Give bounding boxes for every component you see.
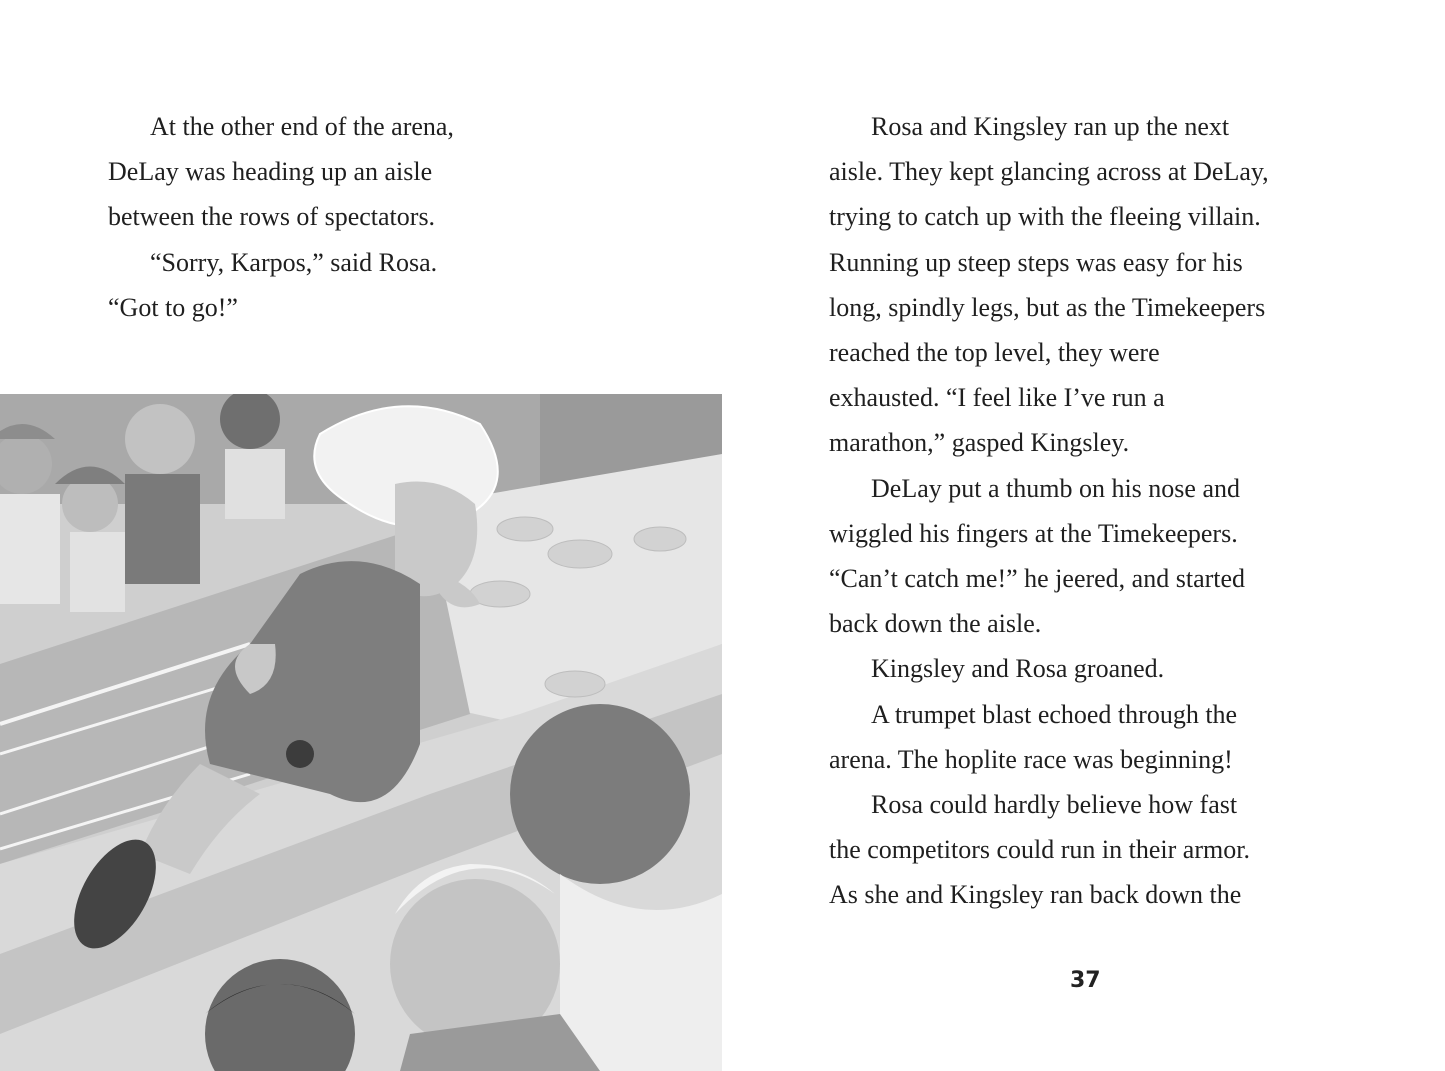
text-line: “Can’t catch me!” he jeered, and started — [829, 564, 1246, 594]
text-line: reached the top level, they were — [829, 338, 1160, 368]
text-line: between the rows of spectators. — [108, 202, 436, 232]
text-line: A trumpet blast echoed through the — [871, 699, 1238, 729]
right-page — [722, 0, 1445, 1071]
text-line: DeLay was heading up an aisle — [108, 157, 433, 187]
text-line: aisle. They kept glancing across at DeLay, — [829, 157, 1269, 187]
text-line: the competitors could run in their armor. — [829, 835, 1250, 865]
page-number: 37 — [1070, 968, 1101, 993]
text-line: Rosa and Kingsley ran up the next — [871, 112, 1230, 141]
text-line: exhausted. “I feel like I’ve run a — [829, 383, 1165, 413]
text-line: “Got to go!” — [108, 292, 238, 322]
arena-illustration — [0, 394, 722, 1071]
text-line: trying to catch up with the fleeing villain. — [829, 202, 1261, 232]
text-line: At the other end of the arena, — [150, 112, 454, 141]
left-page-text — [108, 104, 688, 330]
text-line: marathon,” gasped Kingsley. — [829, 428, 1130, 458]
left-page — [0, 0, 722, 1071]
right-page-text — [829, 104, 1429, 918]
text-line: Rosa could hardly believe how fast — [871, 790, 1238, 820]
text-line: long, spindly legs, but as the Timekeepers — [829, 292, 1266, 322]
text-line: Running up steep steps was easy for his — [829, 247, 1243, 277]
text-line: arena. The hoplite race was beginning! — [829, 744, 1233, 774]
text-line: As she and Kingsley ran back down the — [829, 880, 1242, 910]
text-line: Kingsley and Rosa groaned. — [871, 654, 1165, 684]
text-line: DeLay put a thumb on his nose and — [871, 473, 1240, 503]
text-line: wiggled his fingers at the Timekeepers. — [829, 518, 1238, 548]
text-line: back down the aisle. — [829, 609, 1042, 639]
text-line: “Sorry, Karpos,” said Rosa. — [150, 247, 438, 277]
